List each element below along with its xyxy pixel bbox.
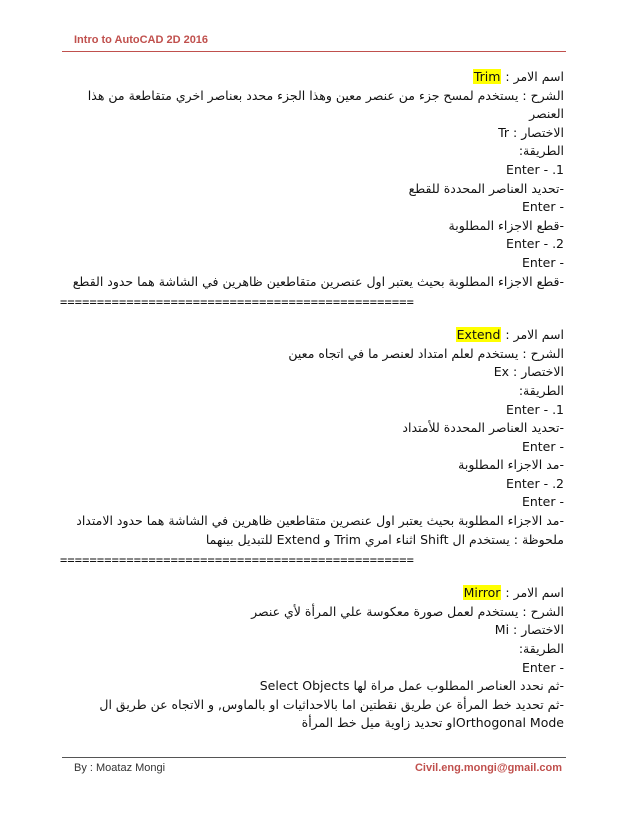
command-name-highlight: Trim [473,69,501,84]
footer-email: Civil.eng.mongi@gmail.com [414,762,562,774]
step-line: 1. - Enter [506,401,564,417]
step-line: - Enter [521,659,564,675]
command-name-label: اسم الامر : [501,585,564,601]
method-heading: الطريقة: [518,641,564,657]
step-line: -قطع الاجزاء المطلوبة بحيث يعتبر اول عنصرين متقاطعين ظاهرين في الشاشة هما حدود القطع [72,273,564,289]
section-separator: ================================================ [60,295,414,310]
command-name-line [60,326,564,345]
step-line: 2. - Enter [506,236,564,252]
step-line: -مد الاجزاء المطلوبة بحيث يعتبر اول عنصرين متقاطعين ظاهرين في الشاشة هما حدود الامتداد [76,513,564,529]
step-line: -ثم تحديد خط المرأة عن طريق نقطتين اما بالاحداثيات او بالماوس, و الاتجاه عن طريق ال Orthogonal Modeاو تحديد زاوية ميل خط المرأة [99,696,564,731]
method-heading: الطريقة: [518,143,564,159]
footer-author: By : Moataz Mongi [74,762,166,774]
command-name-highlight: Mirror [463,585,501,601]
section-extend [60,326,564,568]
footer-divider [62,757,566,758]
step-line: - Enter [521,199,564,215]
step-line: -تحديد العناصر المحددة للأمتداد [402,420,564,436]
section-separator: ================================================ [60,553,414,568]
step-line: 1. - Enter [506,161,564,177]
note-line: ملحوظة : يستخدم ال Shift اثناء امري Trim و Extend للتبديل بينهما [205,531,564,547]
step-line: -تحديد العناصر المحددة للقطع [408,180,564,196]
section-mirror [60,584,564,733]
command-name-line [60,584,564,603]
description-line: الشرح : يستخدم لعلم امتداد لعنصر ما في اتجاه معين [288,345,564,361]
shortcut-line: الاختصار : Tr [498,124,564,140]
command-name-line [60,68,564,87]
command-name-label: اسم الامر : [501,69,564,84]
step-line: -ثم نحدد العناصر المطلوب عمل مراة لها Select Objects [259,678,564,694]
step-line: -قطع الاجزاء المطلوبة [448,217,564,233]
section-trim [60,68,564,310]
step-line: - Enter [521,254,564,270]
shortcut-line: الاختصار : Ex [493,364,564,380]
step-line: - Enter [521,494,564,510]
step-line: - Enter [521,438,564,454]
description-line: الشرح : يستخدم لمسح جزء من عنصر معين وهذا الجزء محدد بعناصر اخري متقاطعة من هذا العنصر [87,87,564,122]
header-title: Intro to AutoCAD 2D 2016 [74,34,209,46]
command-name-label: اسم الامر : [501,327,564,343]
step-line: 2. - Enter [506,475,564,491]
document-body [60,68,564,733]
shortcut-line: الاختصار : Mi [494,622,564,638]
description-line: الشرح : يستخدم لعمل صورة معكوسة علي المرأة لأي عنصر [251,603,564,619]
method-heading: الطريقة: [518,382,564,398]
command-name-highlight: Extend [456,327,501,343]
header-divider [62,51,566,52]
step-line: -مد الاجزاء المطلوبة [458,457,564,473]
